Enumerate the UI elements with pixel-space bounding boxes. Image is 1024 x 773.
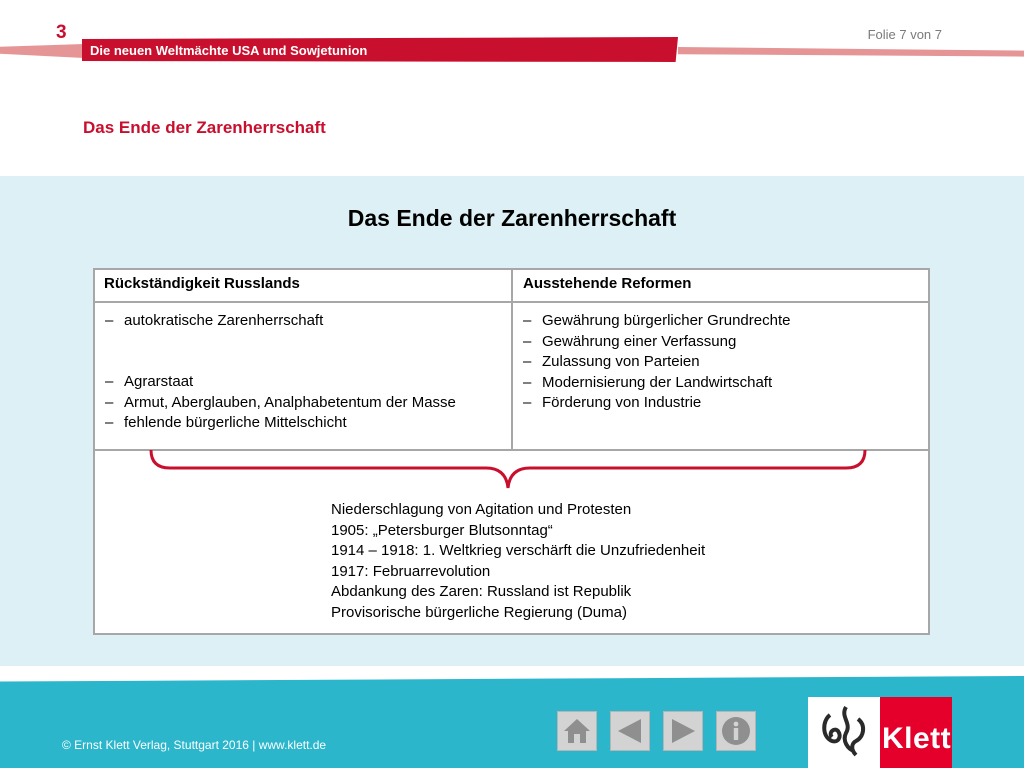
reforms-list [523,311,790,414]
home-button[interactable] [557,711,597,751]
list-item: – autokratische Zarenherrschaft [105,311,323,332]
list-item: – Gewährung bürgerlicher Grundrechte [523,311,790,332]
home-icon [562,717,592,745]
info-icon [720,715,752,747]
previous-slide-button[interactable] [610,711,650,751]
list-item: Provisorische bürgerliche Regierung (Duma) [331,603,627,621]
next-slide-button[interactable] [663,711,703,751]
info-button[interactable] [716,711,756,751]
next-icon [668,716,698,746]
list-item: – Modernisierung der Landwirtschaft [523,373,790,394]
list-item: – Zulassung von Parteien [523,352,790,373]
section-title: Das Ende der Zarenherrschaft [83,118,326,137]
consequences-list [331,500,705,623]
list-item: – Agrarstaat [105,372,456,393]
list-item: – Armut, Aberglauben, Analphabetentum der Masse [105,393,456,414]
klett-logo-emblem[interactable] [808,697,880,768]
curly-brace-icon [148,450,868,492]
copyright-text: © Ernst Klett Verlag, Stuttgart 2016 | www.klett.de [62,738,327,752]
list-item: 1917: Februarrevolution [331,562,491,580]
klett-emblem-icon [808,697,880,768]
table-header-left: Rückständigkeit Russlands [104,275,300,292]
backwardness-list-b [105,372,456,434]
chapter-number: 3 [56,22,67,43]
list-item: – fehlende bürgerliche Mittelschicht [105,413,456,434]
previous-icon [615,716,645,746]
list-item: Niederschlagung von Agitation und Protesten [331,501,632,518]
list-item: Abdankung des Zaren: Russland ist Republik [331,583,632,600]
header-rule-left [0,44,84,58]
backwardness-list-a [105,311,323,332]
list-item: 1914 – 1918: 1. Weltkrieg verschärft die Unzufriedenheit [331,542,706,559]
slide-heading: Das Ende der Zarenherrschaft [347,205,677,231]
slide-counter: Folie 7 von 7 [867,27,942,42]
chapter-title: Die neuen Weltmächte USA und Sowjetunion [90,43,368,58]
list-item: 1905: „Petersburger Blutsonntag“ [331,521,553,539]
table-header-right: Ausstehende Reformen [523,275,692,292]
list-item: – Gewährung einer Verfassung [523,332,790,353]
list-item: – Förderung von Industrie [523,393,790,414]
klett-logo-text: Klett [882,722,952,755]
header-rule-right [678,47,1024,59]
